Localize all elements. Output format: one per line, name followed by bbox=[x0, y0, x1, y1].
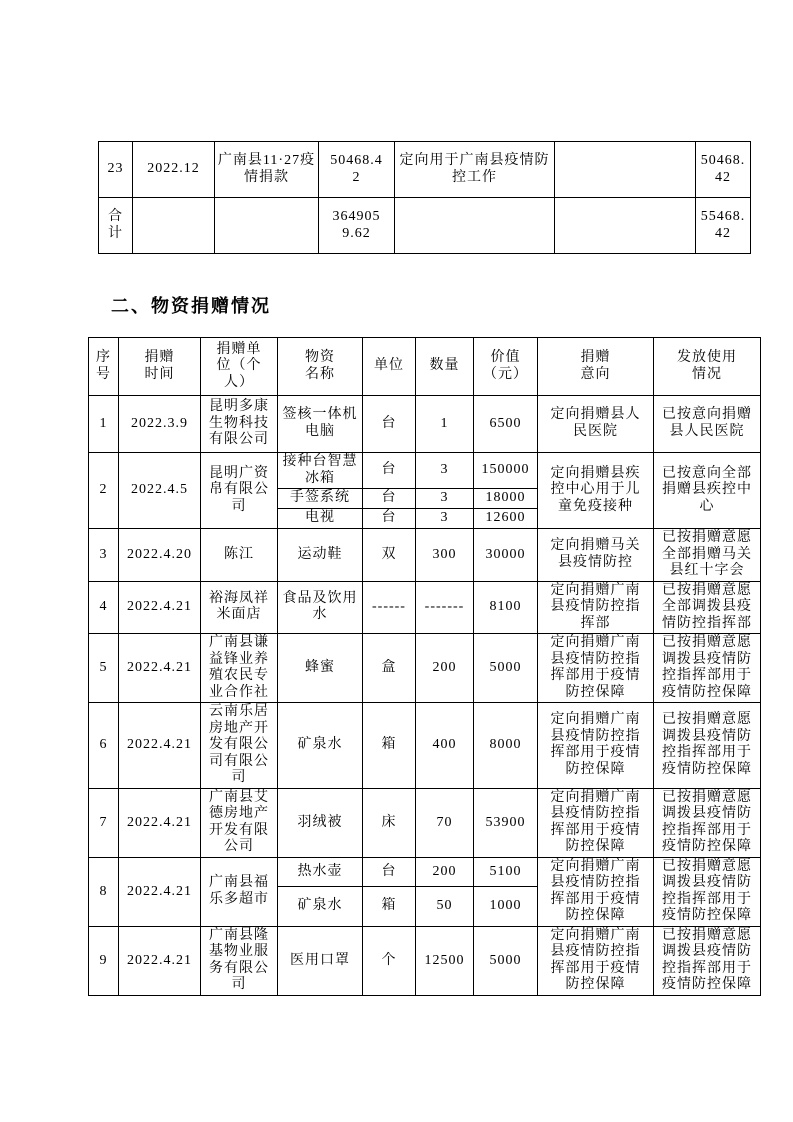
cell-item-name: 手签系统 bbox=[278, 489, 363, 509]
cell-donor: 昆明多康生物科技有限公司 bbox=[201, 396, 278, 453]
cell-qty: 200 bbox=[416, 634, 474, 703]
cell-unit: 箱 bbox=[363, 703, 416, 789]
table-header-row bbox=[89, 338, 761, 396]
cell-total-label: 合计 bbox=[99, 198, 133, 254]
cell-empty bbox=[215, 198, 319, 254]
cell-time: 2022.4.21 bbox=[119, 857, 201, 926]
cell-value: 12600 bbox=[474, 509, 538, 529]
cell-item-name: 热水壶 bbox=[278, 857, 363, 886]
cell-usage: 已按捐赠意愿调拨县疫情防控指挥部用于疫情防控保障 bbox=[654, 926, 761, 995]
cell-item-name: 签核一体机电脑 bbox=[278, 396, 363, 453]
table-row bbox=[89, 788, 761, 857]
cell-donor: 云南乐居房地产开发有限公司有限公司 bbox=[201, 703, 278, 789]
cell-intent: 定向捐赠县疾控中心用于儿童免疫接种 bbox=[538, 453, 654, 529]
cell-item-name: 矿泉水 bbox=[278, 703, 363, 789]
cell-qty: 3 bbox=[416, 489, 474, 509]
cell-unit: 台 bbox=[363, 509, 416, 529]
cell-no: 3 bbox=[89, 529, 119, 582]
table-row bbox=[99, 142, 751, 198]
col-header-usage bbox=[654, 338, 761, 396]
cell-time: 2022.4.5 bbox=[119, 453, 201, 529]
cell-no: 6 bbox=[89, 703, 119, 789]
cell-donor: 广南县艾德房地产开发有限公司 bbox=[201, 788, 278, 857]
col-header-label: 物资名称 bbox=[305, 349, 335, 382]
cell-time: 2022.4.21 bbox=[119, 926, 201, 995]
cell-unit: 台 bbox=[363, 857, 416, 886]
cell-value: 1000 bbox=[474, 886, 538, 926]
cell-value: 5100 bbox=[474, 857, 538, 886]
cell-intent: 定向捐赠广南县疫情防控指挥部用于疫情防控保障 bbox=[538, 926, 654, 995]
cell-no: 1 bbox=[89, 396, 119, 453]
table-row bbox=[89, 396, 761, 453]
table-row bbox=[89, 529, 761, 582]
cell-item-name: 食品及饮用水 bbox=[278, 581, 363, 634]
cell-intent: 定向捐赠广南县疫情防控指挥部用于疫情防控保障 bbox=[538, 634, 654, 703]
cell-purpose: 定向用于广南县疫情防控工作 bbox=[395, 142, 555, 198]
table-row-total bbox=[99, 198, 751, 254]
cell-usage: 已按捐赠意愿全部捐赠马关县红十字会 bbox=[654, 529, 761, 582]
cell-time: 2022.4.21 bbox=[119, 703, 201, 789]
cell-qty: 300 bbox=[416, 529, 474, 582]
cell-value: 18000 bbox=[474, 489, 538, 509]
cell-used-amount: 50468.42 bbox=[696, 142, 751, 198]
cell-no: 2 bbox=[89, 453, 119, 529]
cell-item-name: 蜂蜜 bbox=[278, 634, 363, 703]
cell-donor: 广南县福乐多超市 bbox=[201, 857, 278, 926]
cell-intent: 定向捐赠广南县疫情防控指挥部用于疫情防控保障 bbox=[538, 857, 654, 926]
cell-empty bbox=[395, 198, 555, 254]
cell-value: 8000 bbox=[474, 703, 538, 789]
cell-qty: 400 bbox=[416, 703, 474, 789]
cell-empty bbox=[555, 198, 696, 254]
cell-usage: 已按意向捐赠县人民医院 bbox=[654, 396, 761, 453]
cell-total-used: 55468.42 bbox=[696, 198, 751, 254]
cell-qty: 3 bbox=[416, 509, 474, 529]
col-header-intent bbox=[538, 338, 654, 396]
cell-unit: 台 bbox=[363, 489, 416, 509]
table-row bbox=[89, 926, 761, 995]
cell-no: 5 bbox=[89, 634, 119, 703]
col-header-no bbox=[89, 338, 119, 396]
col-header-qty bbox=[416, 338, 474, 396]
cell-qty: 12500 bbox=[416, 926, 474, 995]
cell-no: 4 bbox=[89, 581, 119, 634]
cell-empty bbox=[555, 142, 696, 198]
cell-time: 2022.4.21 bbox=[119, 581, 201, 634]
cell-unit: ------ bbox=[363, 581, 416, 634]
cell-usage: 已按意向全部捐赠县疾控中心 bbox=[654, 453, 761, 529]
cell-usage: 已按捐赠意愿调拨县疫情防控指挥部用于疫情防控保障 bbox=[654, 857, 761, 926]
col-header-label: 价值（元） bbox=[483, 349, 528, 382]
cell-time: 2022.4.21 bbox=[119, 634, 201, 703]
cell-total-amount: 3649059.62 bbox=[319, 198, 395, 254]
cell-item-name: 接种台智慧冰箱 bbox=[278, 453, 363, 489]
cell-time: 2022.3.9 bbox=[119, 396, 201, 453]
cell-time: 2022.4.21 bbox=[119, 788, 201, 857]
cell-item-name: 矿泉水 bbox=[278, 886, 363, 926]
col-header-label: 序号 bbox=[96, 349, 111, 382]
cell-no: 9 bbox=[89, 926, 119, 995]
cell-unit: 盒 bbox=[363, 634, 416, 703]
cell-time: 2022.4.20 bbox=[119, 529, 201, 582]
cell-value: 150000 bbox=[474, 453, 538, 489]
table-row bbox=[89, 453, 761, 489]
cell-donor: 裕海凤祥米面店 bbox=[201, 581, 278, 634]
cell-unit: 箱 bbox=[363, 886, 416, 926]
cell-amount: 50468.42 bbox=[319, 142, 395, 198]
cell-value: 30000 bbox=[474, 529, 538, 582]
col-header-label: 发放使用情况 bbox=[677, 349, 737, 382]
cell-qty: 200 bbox=[416, 857, 474, 886]
cell-item-name: 羽绒被 bbox=[278, 788, 363, 857]
cell-qty: ------- bbox=[416, 581, 474, 634]
cell-value: 6500 bbox=[474, 396, 538, 453]
cell-unit: 台 bbox=[363, 396, 416, 453]
section-heading: 二、物资捐赠情况 bbox=[111, 296, 271, 316]
funds-donation-table bbox=[98, 141, 751, 254]
table-row bbox=[89, 581, 761, 634]
col-header-label: 数量 bbox=[429, 358, 460, 374]
cell-no: 7 bbox=[89, 788, 119, 857]
cell-intent: 定向捐赠县人民医院 bbox=[538, 396, 654, 453]
cell-qty: 3 bbox=[416, 453, 474, 489]
cell-qty: 1 bbox=[416, 396, 474, 453]
cell-no: 8 bbox=[89, 857, 119, 926]
cell-qty: 70 bbox=[416, 788, 474, 857]
col-header-label: 捐赠单位（个人） bbox=[216, 341, 262, 390]
cell-intent: 定向捐赠广南县疫情防控指挥部用于疫情防控保障 bbox=[538, 703, 654, 789]
cell-intent: 定向捐赠广南县疫情防控指挥部 bbox=[538, 581, 654, 634]
cell-unit: 台 bbox=[363, 453, 416, 489]
cell-intent: 定向捐赠马关县疫情防控 bbox=[538, 529, 654, 582]
cell-donor: 广南县谦益锋业养殖农民专业合作社 bbox=[201, 634, 278, 703]
cell-intent: 定向捐赠广南县疫情防控指挥部用于疫情防控保障 bbox=[538, 788, 654, 857]
cell-unit: 个 bbox=[363, 926, 416, 995]
cell-unit: 床 bbox=[363, 788, 416, 857]
cell-usage: 已按捐赠意愿调拨县疫情防控指挥部用于疫情防控保障 bbox=[654, 634, 761, 703]
cell-value: 53900 bbox=[474, 788, 538, 857]
cell-empty bbox=[133, 198, 215, 254]
cell-usage: 已按捐赠意愿调拨县疫情防控指挥部用于疫情防控保障 bbox=[654, 788, 761, 857]
cell-project: 广南县11·27疫情捐款 bbox=[215, 142, 319, 198]
cell-donor: 陈江 bbox=[201, 529, 278, 582]
cell-value: 5000 bbox=[474, 926, 538, 995]
col-header-time bbox=[119, 338, 201, 396]
cell-time: 2022.12 bbox=[133, 142, 215, 198]
col-header-unit bbox=[363, 338, 416, 396]
cell-donor: 昆明广资帛有限公司 bbox=[201, 453, 278, 529]
cell-item-name: 医用口罩 bbox=[278, 926, 363, 995]
cell-item-name: 电视 bbox=[278, 509, 363, 529]
cell-usage: 已按捐赠意愿调拨县疫情防控指挥部用于疫情防控保障 bbox=[654, 703, 761, 789]
col-header-donor bbox=[201, 338, 278, 396]
table-row bbox=[89, 857, 761, 886]
cell-item-name: 运动鞋 bbox=[278, 529, 363, 582]
cell-donor: 广南县隆基物业服务有限公司 bbox=[201, 926, 278, 995]
table-row bbox=[89, 703, 761, 789]
col-header-label: 捐赠意向 bbox=[580, 349, 611, 382]
cell-value: 5000 bbox=[474, 634, 538, 703]
cell-no: 23 bbox=[99, 142, 133, 198]
col-header-item-name bbox=[278, 338, 363, 396]
col-header-value bbox=[474, 338, 538, 396]
cell-qty: 50 bbox=[416, 886, 474, 926]
cell-value: 8100 bbox=[474, 581, 538, 634]
table-row bbox=[89, 634, 761, 703]
cell-usage: 已按捐赠意愿全部调拨县疫情防控指挥部 bbox=[654, 581, 761, 634]
col-header-label: 单位 bbox=[374, 358, 404, 374]
materials-donation-table bbox=[88, 337, 761, 996]
col-header-label: 捐赠时间 bbox=[144, 349, 175, 382]
cell-unit: 双 bbox=[363, 529, 416, 582]
